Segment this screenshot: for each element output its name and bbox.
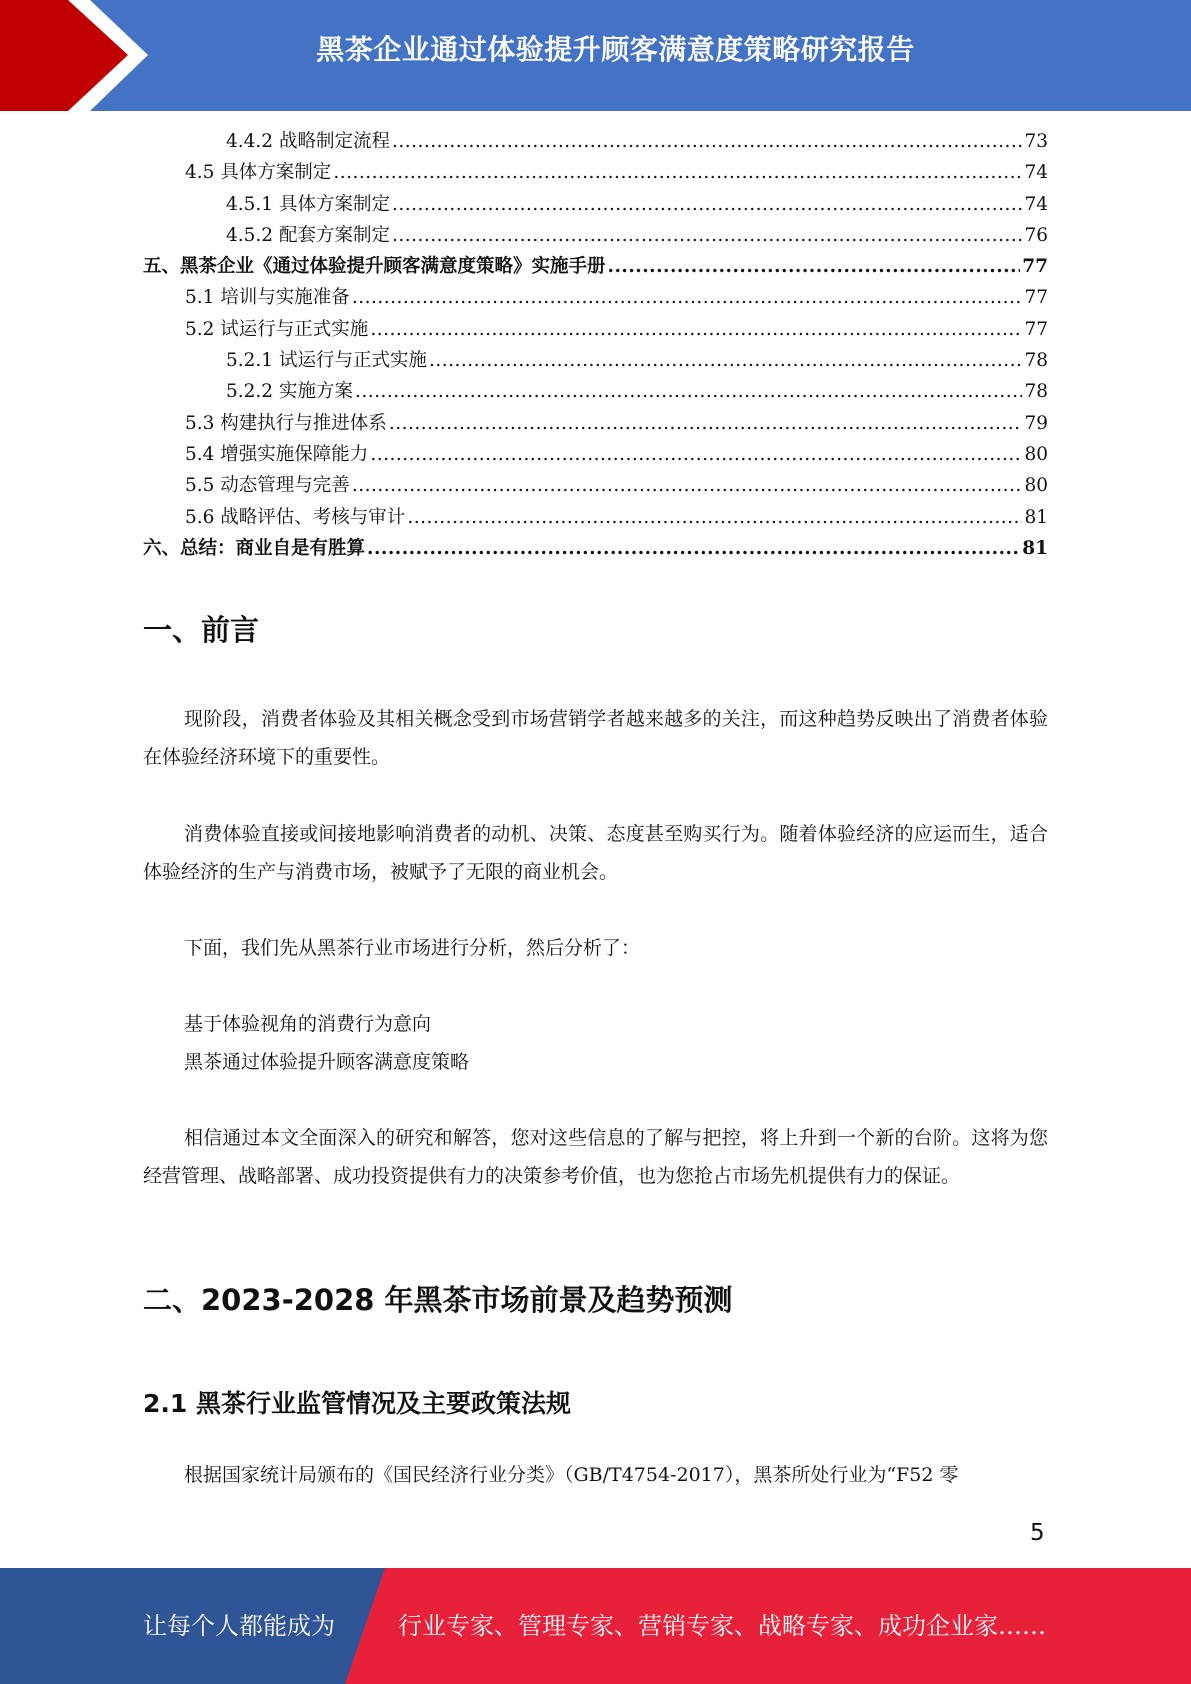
toc-entry[interactable]: [143, 534, 1048, 565]
toc-leader-dots: [352, 287, 1023, 308]
paragraph: 消费体验直接或间接地影响消费者的动机、决策、态度甚至购买行为。随着体验经济的应运而生，适合体验经济的生产与消费市场，被赋予了无限的商业机会。: [143, 823, 1048, 883]
toc-entry-page: 78: [1024, 350, 1048, 372]
toc-entry-label: 4.5 具体方案制定: [185, 162, 332, 184]
toc-entry-page: 80: [1024, 443, 1048, 465]
toc-entry-page: 81: [1022, 537, 1048, 559]
section-heading-preface: 一、前言: [143, 613, 260, 647]
page-header: [0, 0, 1191, 111]
toc-leader-dots: [392, 194, 1022, 215]
toc-entry-label: 六、总结：商业自是有胜算: [143, 537, 366, 559]
toc-entry-page: 78: [1024, 381, 1048, 403]
toc-entry[interactable]: [143, 409, 1048, 440]
toc-entry[interactable]: [143, 252, 1048, 283]
toc-entry-label: 五、黑茶企业《通过体验提升顾客满意度策略》实施手册: [143, 256, 606, 278]
toc-leader-dots: [389, 413, 1023, 434]
toc-entry-page: 73: [1024, 131, 1048, 152]
toc-leader-dots: [608, 256, 1021, 277]
toc-entry[interactable]: [143, 158, 1048, 189]
header-title: 黑茶企业通过体验提升顾客满意度策略研究报告: [316, 33, 915, 66]
toc-entry[interactable]: [143, 190, 1048, 221]
list-item: 黑茶通过体验提升顾客满意度策略: [184, 1051, 470, 1073]
toc-entry-page: 77: [1022, 256, 1048, 278]
toc-leader-dots: [407, 507, 1022, 528]
footer-slogan-left: 让每个人都能成为: [143, 1612, 335, 1640]
toc-entry-page: 76: [1024, 224, 1048, 246]
list-item: 基于体验视角的消费行为意向: [184, 1013, 432, 1035]
toc-entry[interactable]: [143, 471, 1048, 502]
toc-entry[interactable]: [143, 377, 1048, 408]
toc-leader-dots: [370, 444, 1022, 465]
toc-entry-label: 5.2 试运行与正式实施: [185, 318, 369, 340]
toc-entry-page: 74: [1024, 162, 1048, 184]
toc-leader-dots: [352, 475, 1023, 496]
paragraph: 下面，我们先从黑茶行业市场进行分析，然后分析了：: [184, 937, 641, 959]
toc-entry-label: 5.6 战略评估、考核与审计: [185, 506, 406, 528]
toc-leader-dots: [392, 131, 1022, 152]
toc-entry[interactable]: [143, 127, 1048, 158]
footer-slogan-right: 行业专家、管理专家、营销专家、战略专家、成功企业家……: [398, 1612, 1046, 1640]
toc-entry-page: 81: [1024, 506, 1048, 528]
toc-entry-label: 5.5 动态管理与完善: [185, 475, 350, 497]
toc-leader-dots: [333, 162, 1022, 183]
toc-entry-label: 4.4.2 战略制定流程: [226, 131, 390, 152]
toc-entry-label: 5.2.2 实施方案: [226, 381, 353, 403]
page-number: 5: [1030, 1520, 1045, 1546]
page-footer: [0, 1568, 1191, 1684]
toc-entry-page: 74: [1024, 193, 1048, 215]
toc-entry-label: 5.4 增强实施保障能力: [185, 443, 369, 465]
paragraph: 相信通过本文全面深入的研究和解答，您对这些信息的了解与把控，将上升到一个新的台阶。这将为您经营管理、战略部署、成功投资提供有力的决策参考价值，也为您抢占市场先机提供有力的保证。: [143, 1127, 1048, 1187]
toc-leader-dots: [370, 319, 1022, 340]
toc-entry-page: 77: [1024, 318, 1048, 340]
paragraph: 现阶段，消费者体验及其相关概念受到市场营销学者越来越多的关注，而这种趋势反映出了消费者体验在体验经济环境下的重要性。: [143, 708, 1048, 768]
toc-entry[interactable]: [143, 315, 1048, 346]
toc-leader-dots: [355, 381, 1023, 402]
toc-leader-dots: [429, 350, 1022, 371]
header-chevron-decoration: [0, 0, 160, 111]
table-of-contents: [143, 127, 1048, 565]
bullet-list: [184, 1005, 469, 1081]
toc-entry-label: 4.5.1 具体方案制定: [226, 193, 390, 215]
toc-entry[interactable]: [143, 283, 1048, 314]
toc-entry[interactable]: [143, 440, 1048, 471]
toc-entry-page: 79: [1024, 412, 1048, 434]
paragraph: 根据国家统计局颁布的《国民经济行业分类》（GB/T4754-2017），黑茶所处行业为“F52 零: [184, 1464, 959, 1486]
toc-entry-label: 5.1 培训与实施准备: [185, 287, 350, 309]
toc-leader-dots: [367, 538, 1020, 559]
toc-entry-label: 4.5.2 配套方案制定: [226, 224, 390, 246]
toc-entry[interactable]: [143, 221, 1048, 252]
toc-entry-label: 5.2.1 试运行与正式实施: [226, 350, 427, 372]
section-heading-forecast: 二、2023-2028 年黑茶市场前景及趋势预测: [143, 1283, 733, 1317]
toc-entry-page: 77: [1024, 287, 1048, 309]
toc-entry-page: 80: [1024, 475, 1048, 497]
toc-leader-dots: [392, 225, 1022, 246]
toc-entry[interactable]: [143, 346, 1048, 377]
subsection-heading: 2.1 黑茶行业监管情况及主要政策法规: [143, 1389, 571, 1418]
toc-entry-label: 5.3 构建执行与推进体系: [185, 412, 387, 434]
toc-entry[interactable]: [143, 503, 1048, 534]
